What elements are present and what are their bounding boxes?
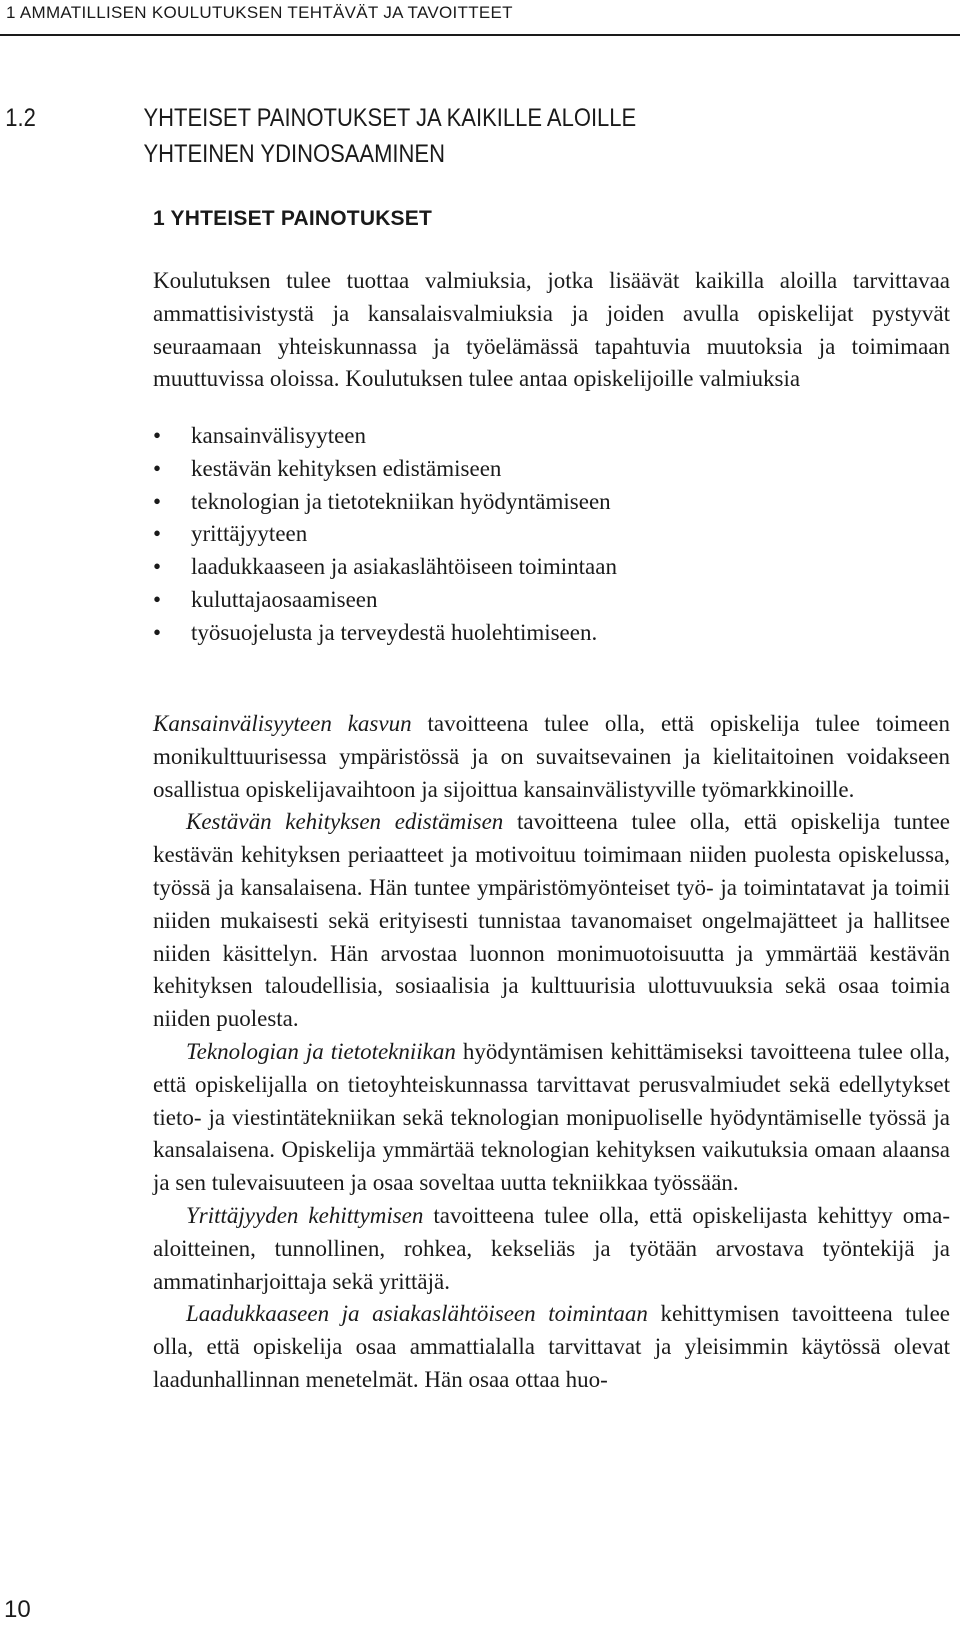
section-title-line-2: YHTEINEN YDINOSAAMINEN <box>143 140 445 168</box>
goal-term: Kestävän kehityksen edistämisen <box>186 809 504 835</box>
section-title-text <box>143 100 847 172</box>
bullet-marker: • <box>153 488 162 514</box>
intro-paragraph-block <box>153 265 950 396</box>
bullet-item <box>153 551 943 584</box>
goal-paragraph-internationalism <box>153 708 950 806</box>
bullet-marker: • <box>153 423 162 448</box>
bullet-text: yrittäjyyteen <box>191 521 308 547</box>
bullet-text: työsuojelusta ja terveydestä huolehtimiseen. <box>191 619 598 645</box>
goal-term: Laadukkaaseen ja asiakaslähtöiseen toimintaan <box>186 1301 648 1327</box>
bullet-text: kansainvälisyyteen <box>191 423 367 448</box>
bullet-item <box>153 453 943 486</box>
goal-term: Kansainvälisyyteen kasvun <box>153 711 412 736</box>
goals-section <box>153 708 950 1397</box>
bullet-text: kuluttajaosaamiseen <box>191 586 378 612</box>
section-number: 1.2 <box>5 104 36 132</box>
section-title-line-1: YHTEISET PAINOTUKSET JA KAIKILLE ALOILLE <box>143 104 637 132</box>
running-header <box>0 0 960 36</box>
goal-paragraph-entrepreneurship <box>153 1200 950 1298</box>
bullet-item <box>153 617 943 650</box>
goal-paragraph-technology <box>153 1036 950 1200</box>
bullet-text: laadukkaaseen ja asiakaslähtöiseen toimintaan <box>191 554 617 580</box>
bullet-text: kestävän kehityksen edistämiseen <box>191 455 502 481</box>
running-header-title: 1 AMMATILLISEN KOULUTUKSEN TEHTÄVÄT JA TAVOITTEET <box>6 3 513 22</box>
bullet-item <box>153 518 943 551</box>
bullet-item <box>153 584 943 617</box>
bullet-marker: • <box>153 521 162 547</box>
goal-term: Yrittäjyyden kehittymisen <box>186 1202 424 1228</box>
page-number: 10 <box>4 1596 31 1623</box>
intro-paragraph: Koulutuksen tulee tuottaa valmiuksia, jotka lisäävät kaikilla aloilla tarvittavaa ammattisivistystä ja kansalaisvalmiuksia ja joiden avulla opiskelijat pystyvät seuraamaan yhteiskunnassa ja työelämässä tapahtuvia muutoksia ja toimimaan muuttuvissa oloissa. Koulutuksen tulee antaa opiskelijoille valmiuksia <box>153 268 950 392</box>
bullet-item <box>153 420 943 453</box>
goal-text: tavoitteena tulee olla, että opiskelijasta kehittyy oma-aloitteinen, tunnollinen, rohkea, kekseliäs ja työtään arvostava työntekijä ja ammatinharjoittaja sekä yrittäjä. <box>153 1202 950 1294</box>
bullet-item <box>153 486 943 519</box>
goal-text: tavoitteena tulee olla, että opiskelija tuntee kestävän kehityksen periaatteet ja motivoituu toimimaan niiden puolesta opiskelussa, työssä ja kansalaisena. Hän tuntee ympäristömyönteiset työ- ja toimintatavat ja toimii niiden mukaisesti sekä erityisesti tunnistaa tavanomaiset ongelmajätteet ja hallitsee niiden käsittelyn. Hän arvostaa luonnon monimuotoisuutta ja ymmärtää kestävän kehityksen taloudellisia, sosiaalisia ja kulttuurisia ulottuvuuksia sekä osaa toimia niiden puolesta. <box>153 809 950 1032</box>
goal-text: tavoitteena tulee olla, että opiskelija tulee toimeen monikulttuurisessa ympäristössä ja on suvaitsevainen ja kielitaitoinen voidakseen osallistua opiskelijavaihtoon ja sijoittua kansainvälistyville työmarkkinoille. <box>153 711 950 802</box>
bullet-marker: • <box>153 586 162 612</box>
bullet-marker: • <box>153 554 162 580</box>
subsection-heading: 1 YHTEISET PAINOTUKSET <box>153 207 432 230</box>
bullet-marker: • <box>153 455 162 481</box>
goal-text: hyödyntämisen kehittämiseksi tavoitteena tulee olla, että opiskelijalla on tietoyhteiskunnassa tarvittavat perusvalmiudet sekä edellytykset tieto- ja viestintätekniikan sekä teknologian monipuoliselle hyödyntämiselle työssä ja kansalaisena. Opiskelija ymmärtää teknologian kehityksen vaikutuksia omaan alaansa ja sen tulevaisuuteen ja osaa soveltaa uutta tekniikkaa työssään. <box>153 1038 950 1196</box>
bullet-text: teknologian ja tietotekniikan hyödyntämiseen <box>191 488 611 514</box>
goal-paragraph-quality <box>153 1298 950 1396</box>
bullet-marker: • <box>153 619 162 645</box>
readiness-bullet-list <box>153 420 943 650</box>
goal-text: kehittymisen tavoitteena tulee olla, että opiskelija osaa ammattialalla tarvittavat ja yleisimmin käytössä olevat laadunhallinnan menetelmät. Hän osaa ottaa huo- <box>153 1301 950 1392</box>
goal-paragraph-sustainable-development <box>153 806 950 1036</box>
goal-term: Teknologian ja tietotekniikan <box>186 1038 456 1064</box>
